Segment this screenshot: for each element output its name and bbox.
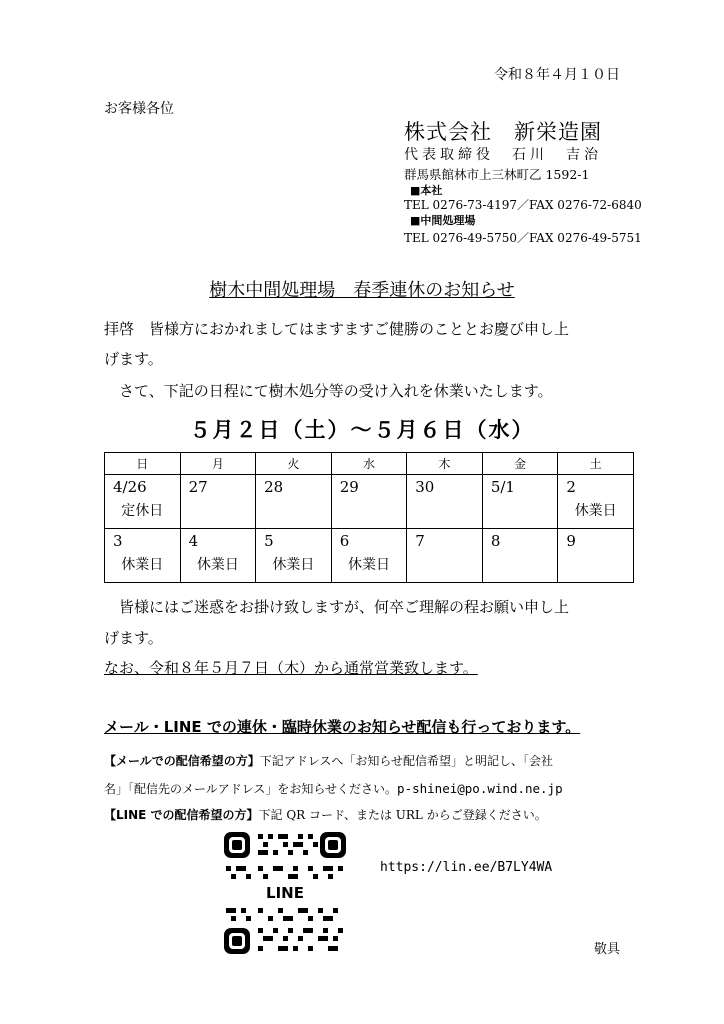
sign-off: 敬具 [593,942,620,957]
page-title: 樹木中間処理場 春季連休のお知らせ [209,280,515,301]
weekday-cell: 水 [331,453,407,475]
calendar-day-cell [407,475,483,529]
hq-phone: TEL 0276-73-4197／FAX 0276-72-6840 [404,198,642,212]
calendar-day-cell [105,529,181,583]
greeting-line-3: さて、下記の日程にて樹木処分等の受け入れを休業いたします。 [104,382,553,400]
mail-text-2: 名」「配信先のメールアドレス」をお知らせください。 [104,782,398,796]
calendar-day-cell [558,529,634,583]
day-number: 4/26 [113,478,147,496]
day-status: 休業日 [347,557,390,573]
day-number: 8 [490,532,501,550]
qr-line-badge: LINE [266,884,304,902]
weekday-cell: 金 [482,453,558,475]
day-number: 6 [339,532,350,550]
weekday-cell: 土 [558,453,634,475]
mail-instructions-1 [104,752,553,769]
line-label: 【LINE での配信希望の方】 [104,808,259,822]
company-address: 群馬県館林市上三林町乙 1592-1 [404,167,590,182]
notification-heading: メール・LINE での連休・臨時休業のお知らせ配信も行っております。 [104,718,581,736]
mail-address-link[interactable]: p-shinei@po.wind.ne.jp [397,781,563,796]
weekday-cell: 木 [407,453,483,475]
day-number: 29 [339,478,359,496]
day-number: 9 [566,532,576,550]
day-status: 定休日 [121,503,164,519]
line-qr-code[interactable] [222,830,348,956]
calendar-week-row [105,529,634,583]
qr-finder-top-right [320,832,346,858]
day-number: 30 [415,478,435,496]
day-number: 3 [113,532,123,550]
closing-line-2: げます。 [104,629,163,647]
greeting-line-1: 拝啓 皆様方におかれましてはますますご健勝のこととお慶び申し上 [104,320,570,338]
calendar-day-cell [407,529,483,583]
date: 令和８年４月１０日 [494,67,620,83]
qr-finder-bottom-left [224,928,250,954]
day-number: 7 [415,532,425,550]
hq-label: ■本社 [410,184,443,197]
representative: 代表取締役 石川 吉治 [404,147,602,163]
closure-range: ５月２日（土）～５月６日（水） [189,418,535,442]
day-status: 休業日 [121,557,164,573]
calendar-day-cell [180,475,256,529]
yard-phone: TEL 0276-49-5750／FAX 0276-49-5751 [404,231,642,245]
mail-label: 【メールでの配信希望の方】 [104,754,260,768]
calendar-day-cell [331,529,407,583]
closing-line-1: 皆様にはご迷惑をお掛け致しますが、何卒ご理解の程お願い申し上 [104,598,570,616]
calendar-day-cell [256,475,332,529]
calendar-week-row [105,475,634,529]
company-name: 株式会社 新栄造園 [404,120,602,144]
calendar-day-cell [331,475,407,529]
calendar-day-cell [180,529,256,583]
calendar-day-cell [482,475,558,529]
weekday-cell: 日 [105,453,181,475]
addressee: お客様各位 [104,101,174,117]
calendar-day-cell [482,529,558,583]
day-number: 4 [188,532,199,550]
line-instructions [104,806,547,823]
day-number: 5 [264,532,274,550]
greeting-line-2: げます。 [104,350,163,368]
day-number: 5/1 [490,478,515,496]
weekday-cell: 火 [256,453,332,475]
holiday-calendar [104,452,634,583]
line-url-link[interactable]: https://lin.ee/B7LY4WA [380,860,553,875]
calendar-day-cell [256,529,332,583]
day-status: 休業日 [272,557,315,573]
calendar-day-cell [105,475,181,529]
day-status: 休業日 [196,557,239,573]
day-status: 休業日 [574,503,617,519]
calendar-day-cell [558,475,634,529]
reopen-notice: なお、令和８年５月７日（木）から通常営業致します。 [104,659,478,677]
qr-finder-top-left [224,832,250,858]
mail-text-1: 下記アドレスへ「お知らせ配信希望」と明記し、「会社 [259,754,554,768]
day-number: 2 [566,478,576,496]
day-number: 27 [188,478,208,496]
weekday-cell: 月 [180,453,256,475]
yard-label: ■中間処理場 [410,214,476,227]
day-number: 28 [264,478,284,496]
line-text: 下記 QR コード、または URL からご登録ください。 [258,808,547,822]
mail-instructions-2 [104,780,563,797]
weekday-header-row [105,453,634,475]
